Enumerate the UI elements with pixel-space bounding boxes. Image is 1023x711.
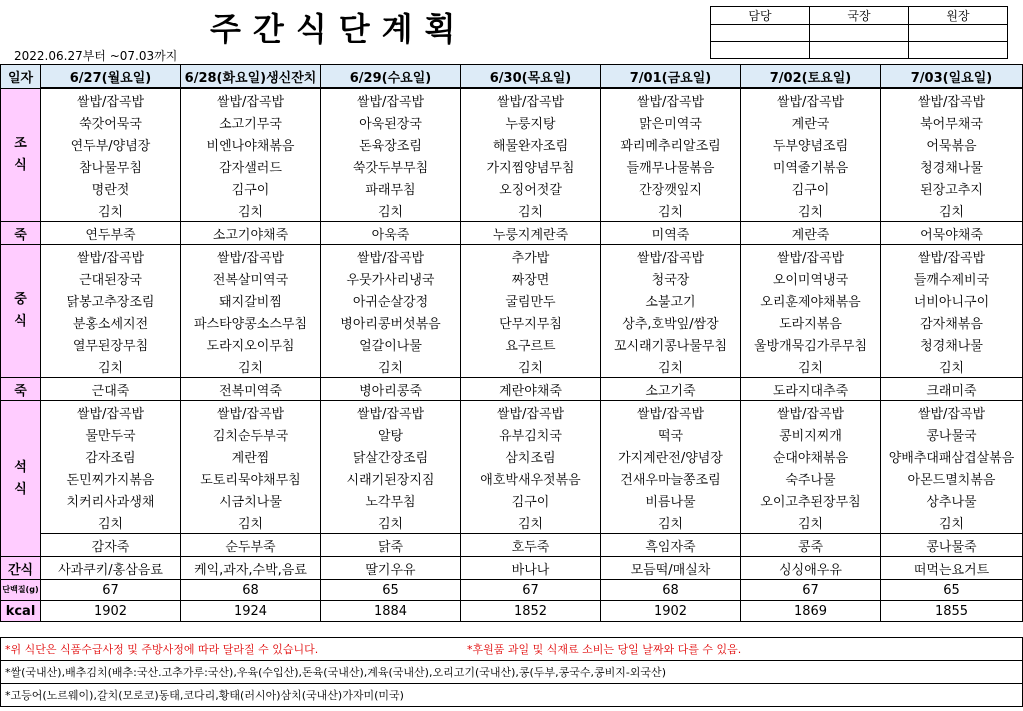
notes-table [0, 637, 1023, 707]
approval-cell[interactable] [810, 42, 909, 59]
breakfast-row [1, 155, 1023, 177]
dinner-label-text: 석식 [14, 459, 27, 497]
porridge-item: 아욱죽 [321, 222, 461, 245]
lunch-label [1, 245, 41, 378]
lunch-item: 들깨수제비국 [881, 267, 1023, 289]
dinner-item: 쌀밥/잡곡밥 [601, 401, 741, 424]
lunch-item: 우뭇가사리냉국 [321, 267, 461, 289]
lunch-row [1, 311, 1023, 333]
kcal-item: 1869 [741, 601, 881, 622]
breakfast-item: 쑥갓어묵국 [41, 111, 181, 133]
protein-item: 65 [881, 580, 1023, 601]
lunch-item: 쌀밥/잡곡밥 [41, 245, 181, 268]
dinner-item: 도토리묵야채무침 [181, 467, 321, 489]
snack-item: 케익,과자,수박,음료 [181, 557, 321, 580]
approval-cell[interactable] [711, 42, 810, 59]
lunch-item: 감자채볶음 [881, 311, 1023, 333]
porridge-label: 죽 [1, 378, 41, 401]
dinner-item: 돈민찌가지볶음 [41, 467, 181, 489]
breakfast-item: 김구이 [181, 177, 321, 199]
breakfast-item: 쌀밥/잡곡밥 [181, 88, 321, 111]
lunch-label-text: 중식 [14, 292, 27, 329]
lunch-item: 쌀밥/잡곡밥 [181, 245, 321, 268]
porridge-item: 어묵야채죽 [881, 222, 1023, 245]
dinner-item: 김치순두부국 [181, 423, 321, 445]
breakfast-item: 두부양념조림 [741, 133, 881, 155]
dinner-porridge-item: 호두죽 [461, 534, 601, 557]
kcal-item: 1902 [601, 601, 741, 622]
protein-item: 68 [181, 580, 321, 601]
lunch-item: 김치 [741, 355, 881, 378]
dinner-item: 순대야채볶음 [741, 445, 881, 467]
breakfast-item: 오징어젓갈 [461, 177, 601, 199]
lunch-item: 짜장면 [461, 267, 601, 289]
protein-label: 단백질(g) [1, 580, 41, 601]
note-donation: *후원품 과일 및 식재료 소비는 당일 날짜와 다를 수 있음. [463, 638, 1023, 661]
dinner-item: 쌀밥/잡곡밥 [181, 401, 321, 424]
breakfast-item: 김치 [321, 199, 461, 222]
lunch-item: 쌀밥/잡곡밥 [601, 245, 741, 268]
dinner-item: 쌀밥/잡곡밥 [881, 401, 1023, 424]
snack-item: 싱싱애우유 [741, 557, 881, 580]
lunch-row [1, 245, 1023, 268]
day-header: 6/30(목요일) [461, 65, 601, 89]
dinner-item: 감자조림 [41, 445, 181, 467]
breakfast-item: 계란국 [741, 111, 881, 133]
breakfast-item: 가지찜양념무침 [461, 155, 601, 177]
lunch-item: 굴림만두 [461, 289, 601, 311]
dinner-item: 떡국 [601, 423, 741, 445]
breakfast-item: 간장깻잎지 [601, 177, 741, 199]
breakfast-item: 쌀밥/잡곡밥 [461, 88, 601, 111]
lunch-item: 오리훈제야채볶음 [741, 289, 881, 311]
kcal-item: 1884 [321, 601, 461, 622]
breakfast-item: 파래무침 [321, 177, 461, 199]
breakfast-item: 쌀밥/잡곡밥 [881, 88, 1023, 111]
lunch-item: 근대된장국 [41, 267, 181, 289]
header-row [1, 65, 1023, 89]
protein-item: 68 [601, 580, 741, 601]
dinner-item: 쌀밥/잡곡밥 [321, 401, 461, 424]
breakfast-row [1, 88, 1023, 111]
dinner-item: 김치 [41, 511, 181, 534]
lunch-item: 열무된장무침 [41, 333, 181, 355]
dinner-item: 노각무침 [321, 489, 461, 511]
dinner-item: 치커리사과생채 [41, 489, 181, 511]
lunch-item: 김치 [321, 355, 461, 378]
breakfast-item: 북어무채국 [881, 111, 1023, 133]
breakfast-item: 누룽지탕 [461, 111, 601, 133]
snack-item: 모듬떡/매실차 [601, 557, 741, 580]
period-label: 2022.06.27부터 ~07.03까지 [14, 49, 178, 63]
note-origin-1: *쌀(국내산),배추김치(배추:국산.고추가루:국산),우육(수입산),돈육(국내산),계육(국내산),오리고기(국내산),콩(두부,콩국수,콩비지-외국산) [1, 661, 1023, 684]
porridge-item: 전복미역죽 [181, 378, 321, 401]
breakfast-item: 김치 [461, 199, 601, 222]
dinner-row [1, 489, 1023, 511]
dinner-item: 김치 [881, 511, 1023, 534]
breakfast-item: 해물완자조림 [461, 133, 601, 155]
lunch-item: 돼지갈비찜 [181, 289, 321, 311]
lunch-item: 쌀밥/잡곡밥 [741, 245, 881, 268]
porridge-item: 계란야채죽 [461, 378, 601, 401]
snack-item: 바나나 [461, 557, 601, 580]
lunch-item: 오이미역냉국 [741, 267, 881, 289]
breakfast-item: 김치 [881, 199, 1023, 222]
kcal-row [1, 601, 1023, 622]
lunch-item: 도라지볶음 [741, 311, 881, 333]
porridge-label: 죽 [1, 222, 41, 245]
snack-label: 간식 [1, 557, 41, 580]
lunch-item: 얼갈이나물 [321, 333, 461, 355]
breakfast-item: 어묵볶음 [881, 133, 1023, 155]
lunch-item: 요구르트 [461, 333, 601, 355]
dinner-porridge-item: 닭죽 [321, 534, 461, 557]
approval-header-director: 국장 [810, 7, 909, 25]
lunch-item: 울방개묵김가루무침 [741, 333, 881, 355]
dinner-item: 가지계란전/양념장 [601, 445, 741, 467]
breakfast-row [1, 177, 1023, 199]
breakfast-item: 맑은미역국 [601, 111, 741, 133]
dinner-item: 시금치나물 [181, 489, 321, 511]
dinner-item: 김치 [181, 511, 321, 534]
kcal-item: 1852 [461, 601, 601, 622]
lunch-item: 전복살미역국 [181, 267, 321, 289]
dinner-item: 닭살간장조림 [321, 445, 461, 467]
dinner-row [1, 467, 1023, 489]
porridge-item: 소고기야채죽 [181, 222, 321, 245]
dinner-row [1, 445, 1023, 467]
protein-row [1, 580, 1023, 601]
dinner-porridge-item: 콩나물죽 [881, 534, 1023, 557]
lunch-item: 김치 [881, 355, 1023, 378]
dinner-item: 상추나물 [881, 489, 1023, 511]
kcal-item: 1902 [41, 601, 181, 622]
dinner-item: 콩비지찌개 [741, 423, 881, 445]
breakfast-item: 미역줄기볶음 [741, 155, 881, 177]
lunch-row [1, 267, 1023, 289]
lunch-item: 쌀밥/잡곡밥 [321, 245, 461, 268]
dinner-item: 삼치조림 [461, 445, 601, 467]
dinner-porridge-item: 감자죽 [41, 534, 181, 557]
approval-header-head: 원장 [909, 7, 1008, 25]
breakfast-item: 비엔나야채볶음 [181, 133, 321, 155]
page-title: 주간식단계획 [210, 10, 468, 48]
porridge-item: 계란죽 [741, 222, 881, 245]
lunch-item: 김치 [461, 355, 601, 378]
breakfast-row [1, 133, 1023, 155]
breakfast-item: 쑥갓두부무침 [321, 155, 461, 177]
porridge-row [1, 378, 1023, 401]
approval-cell[interactable] [810, 25, 909, 42]
porridge-item: 도라지대추죽 [741, 378, 881, 401]
dinner-item: 시래기된장지짐 [321, 467, 461, 489]
breakfast-item: 들깨무나물볶음 [601, 155, 741, 177]
kcal-item: 1855 [881, 601, 1023, 622]
breakfast-item: 소고기무국 [181, 111, 321, 133]
breakfast-item: 아욱된장국 [321, 111, 461, 133]
protein-item: 67 [461, 580, 601, 601]
breakfast-item: 꽈리메추리알조림 [601, 133, 741, 155]
breakfast-item: 명란젓 [41, 177, 181, 199]
breakfast-item: 쌀밥/잡곡밥 [601, 88, 741, 111]
lunch-item: 청경채나물 [881, 333, 1023, 355]
dinner-item: 김치 [461, 511, 601, 534]
dinner-item: 김치 [601, 511, 741, 534]
breakfast-label [1, 88, 41, 222]
snack-item: 딸기우유 [321, 557, 461, 580]
protein-item: 67 [41, 580, 181, 601]
lunch-item: 파스타양콩소스무침 [181, 311, 321, 333]
porridge-item: 연두부죽 [41, 222, 181, 245]
lunch-item: 김치 [181, 355, 321, 378]
dinner-item: 애호박새우젓볶음 [461, 467, 601, 489]
breakfast-item: 김치 [601, 199, 741, 222]
lunch-item: 아귀순살강정 [321, 289, 461, 311]
kcal-item: 1924 [181, 601, 321, 622]
lunch-item: 닭봉고추장조림 [41, 289, 181, 311]
lunch-item: 단무지무침 [461, 311, 601, 333]
dinner-item: 양배추대패삼겹살볶음 [881, 445, 1023, 467]
day-header: 7/02(토요일) [741, 65, 881, 89]
lunch-row [1, 355, 1023, 378]
breakfast-item: 참나물무침 [41, 155, 181, 177]
dinner-label [1, 401, 41, 557]
approval-header-manager: 담당 [711, 7, 810, 25]
date-label: 일자 [1, 65, 41, 89]
breakfast-item: 연두부/양념장 [41, 133, 181, 155]
protein-item: 65 [321, 580, 461, 601]
lunch-item: 꼬시래기콩나물무침 [601, 333, 741, 355]
approval-cell[interactable] [711, 25, 810, 42]
day-header: 6/28(화요일)생신잔치 [181, 65, 321, 89]
dinner-item: 쌀밥/잡곡밥 [741, 401, 881, 424]
breakfast-item: 김치 [181, 199, 321, 222]
lunch-item: 청국장 [601, 267, 741, 289]
lunch-item: 도라지오이무침 [181, 333, 321, 355]
dinner-row [1, 423, 1023, 445]
dinner-item: 아몬드멸치볶음 [881, 467, 1023, 489]
breakfast-item: 김구이 [741, 177, 881, 199]
dinner-row [1, 511, 1023, 534]
breakfast-item: 김치 [41, 199, 181, 222]
dinner-item: 쌀밥/잡곡밥 [41, 401, 181, 424]
day-header: 7/03(일요일) [881, 65, 1023, 89]
lunch-item: 병아리콩버섯볶음 [321, 311, 461, 333]
lunch-item: 추가밥 [461, 245, 601, 268]
lunch-item: 김치 [601, 355, 741, 378]
snack-item: 떠먹는요거트 [881, 557, 1023, 580]
dinner-item: 숙주나물 [741, 467, 881, 489]
dinner-item: 김치 [321, 511, 461, 534]
dinner-item: 알탕 [321, 423, 461, 445]
snack-row [1, 557, 1023, 580]
breakfast-item: 김치 [741, 199, 881, 222]
lunch-item: 너비아니구이 [881, 289, 1023, 311]
kcal-label: kcal [1, 601, 41, 622]
dinner-item: 물만두국 [41, 423, 181, 445]
breakfast-item: 감자샐러드 [181, 155, 321, 177]
porridge-row [1, 222, 1023, 245]
approval-cell[interactable] [909, 25, 1008, 42]
porridge-item: 미역죽 [601, 222, 741, 245]
lunch-row [1, 289, 1023, 311]
porridge-item: 근대죽 [41, 378, 181, 401]
approval-box [710, 6, 1008, 59]
lunch-item: 분홍소세지전 [41, 311, 181, 333]
breakfast-item: 쌀밥/잡곡밥 [41, 88, 181, 111]
dinner-item: 김치 [741, 511, 881, 534]
dinner-porridge-item: 흑임자죽 [601, 534, 741, 557]
breakfast-item: 된장고추지 [881, 177, 1023, 199]
breakfast-row [1, 111, 1023, 133]
dinner-item: 김구이 [461, 489, 601, 511]
porridge-item: 병아리콩죽 [321, 378, 461, 401]
note-origin-2: *고등어(노르웨이),갈치(모로코)동태,코다리,황태(러시아)삼치(국내산)가자미(미국) [1, 684, 1023, 707]
day-header: 6/27(월요일) [41, 65, 181, 89]
breakfast-item: 청경채나물 [881, 155, 1023, 177]
porridge-item: 소고기죽 [601, 378, 741, 401]
note-kitchen: *위 식단은 식품수급사정 및 주방사정에 따라 달라질 수 있습니다. [1, 638, 464, 661]
lunch-item: 상추,호박잎/쌈장 [601, 311, 741, 333]
day-header: 6/29(수요일) [321, 65, 461, 89]
dinner-item: 쌀밥/잡곡밥 [461, 401, 601, 424]
lunch-row [1, 333, 1023, 355]
breakfast-row [1, 199, 1023, 222]
menu-table [0, 64, 1023, 622]
dinner-item: 비름나물 [601, 489, 741, 511]
breakfast-label-text: 조식 [14, 135, 27, 173]
breakfast-item: 돈육장조림 [321, 133, 461, 155]
dinner-row [1, 401, 1023, 424]
breakfast-item: 쌀밥/잡곡밥 [741, 88, 881, 111]
snack-item: 사과쿠키/홍삼음료 [41, 557, 181, 580]
breakfast-item: 쌀밥/잡곡밥 [321, 88, 461, 111]
protein-item: 67 [741, 580, 881, 601]
lunch-item: 소불고기 [601, 289, 741, 311]
dinner-item: 계란찜 [181, 445, 321, 467]
approval-cell[interactable] [909, 42, 1008, 59]
porridge-item: 누룽지계란죽 [461, 222, 601, 245]
dinner-item: 건새우마늘쫑조림 [601, 467, 741, 489]
dinner-item: 유부김치국 [461, 423, 601, 445]
dinner-porridge-row [1, 534, 1023, 557]
day-header: 7/01(금요일) [601, 65, 741, 89]
dinner-porridge-item: 콩죽 [741, 534, 881, 557]
dinner-item: 오이고추된장무침 [741, 489, 881, 511]
lunch-item: 김치 [41, 355, 181, 378]
porridge-item: 크래미죽 [881, 378, 1023, 401]
dinner-item: 콩나물국 [881, 423, 1023, 445]
lunch-item: 쌀밥/잡곡밥 [881, 245, 1023, 268]
dinner-porridge-item: 순두부죽 [181, 534, 321, 557]
